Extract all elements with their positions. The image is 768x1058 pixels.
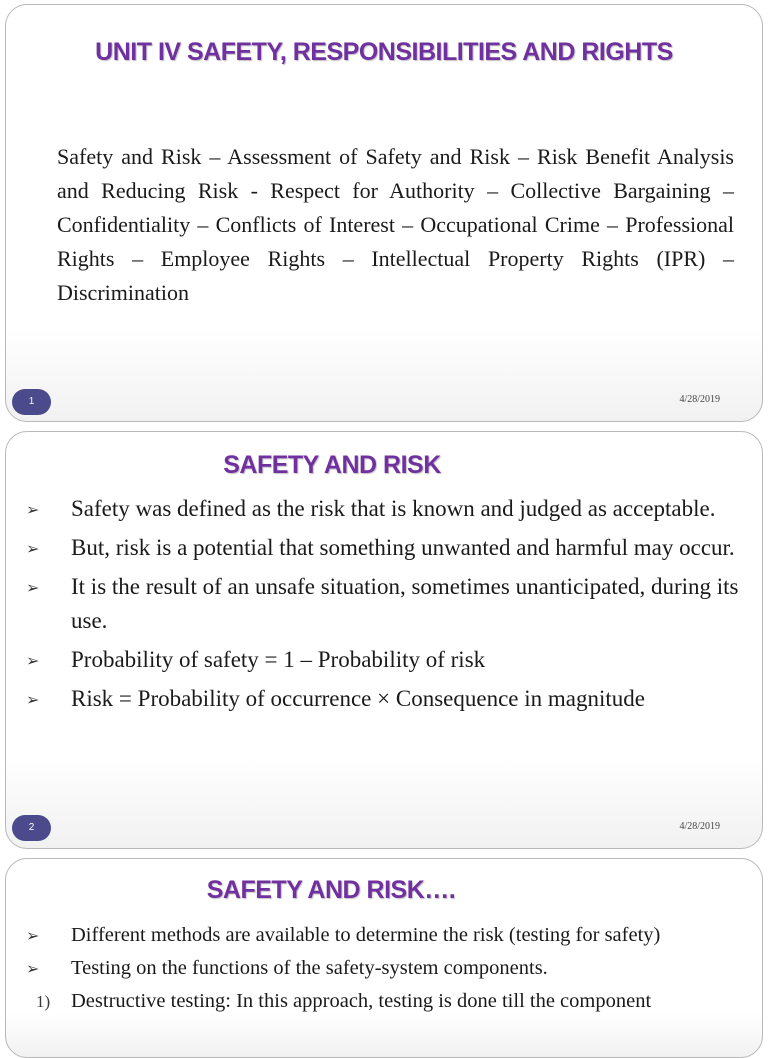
slide-title: UNIT IV SAFETY, RESPONSIBILITIES AND RIGHTS: [95, 38, 673, 66]
slide-date: 4/28/2019: [679, 821, 720, 832]
list-item: ➢ Probability of safety = 1 – Probability of risk: [6, 643, 762, 677]
arrow-bullet-icon: ➢: [26, 500, 40, 519]
slide-3: [5, 858, 763, 1058]
arrow-bullet-icon: ➢: [26, 539, 40, 558]
arrow-bullet-icon: ➢: [26, 959, 40, 978]
slide-number-badge: 2: [12, 815, 51, 841]
list-item: ➢ But, risk is a potential that something unwanted and harmful may occur.: [6, 531, 762, 565]
slide-2: [5, 431, 763, 849]
numbered-list-item: 1) Destructive testing: In this approach, testing is done till the component: [6, 985, 762, 1018]
slide-title: SAFETY AND RISK: [223, 451, 441, 479]
slide-1: [5, 4, 763, 422]
arrow-bullet-icon: ➢: [26, 690, 40, 709]
bullet-list: [6, 492, 762, 721]
bullet-list: [6, 919, 762, 1018]
arrow-bullet-icon: ➢: [26, 651, 40, 670]
arrow-bullet-icon: ➢: [26, 578, 40, 597]
list-number: 1): [36, 992, 51, 1011]
list-item: ➢ It is the result of an unsafe situation, sometimes unanticipated, during its use.: [6, 570, 762, 638]
slide-title: SAFETY AND RISK….: [206, 876, 456, 904]
list-item: ➢ Different methods are available to determine the risk (testing for safety): [6, 919, 762, 952]
list-item: ➢ Testing on the functions of the safety-system components.: [6, 952, 762, 985]
list-item: ➢ Risk = Probability of occurrence × Consequence in magnitude: [6, 682, 762, 716]
slide-body-text: Safety and Risk – Assessment of Safety and Risk – Risk Benefit Analysis and Reducing Risk - Respect for Authority – Collective Bargaining – Confidentiality – Conflicts of Interest – Occupational Crime – Professional Rights – Employee Rights – Intellectual Property Rights (IPR) – Discrimination: [57, 144, 734, 305]
slide-date: 4/28/2019: [679, 394, 720, 405]
list-item: ➢ Safety was defined as the risk that is known and judged as acceptable.: [6, 492, 762, 526]
slide-number-badge: 1: [12, 389, 51, 415]
arrow-bullet-icon: ➢: [26, 926, 40, 945]
